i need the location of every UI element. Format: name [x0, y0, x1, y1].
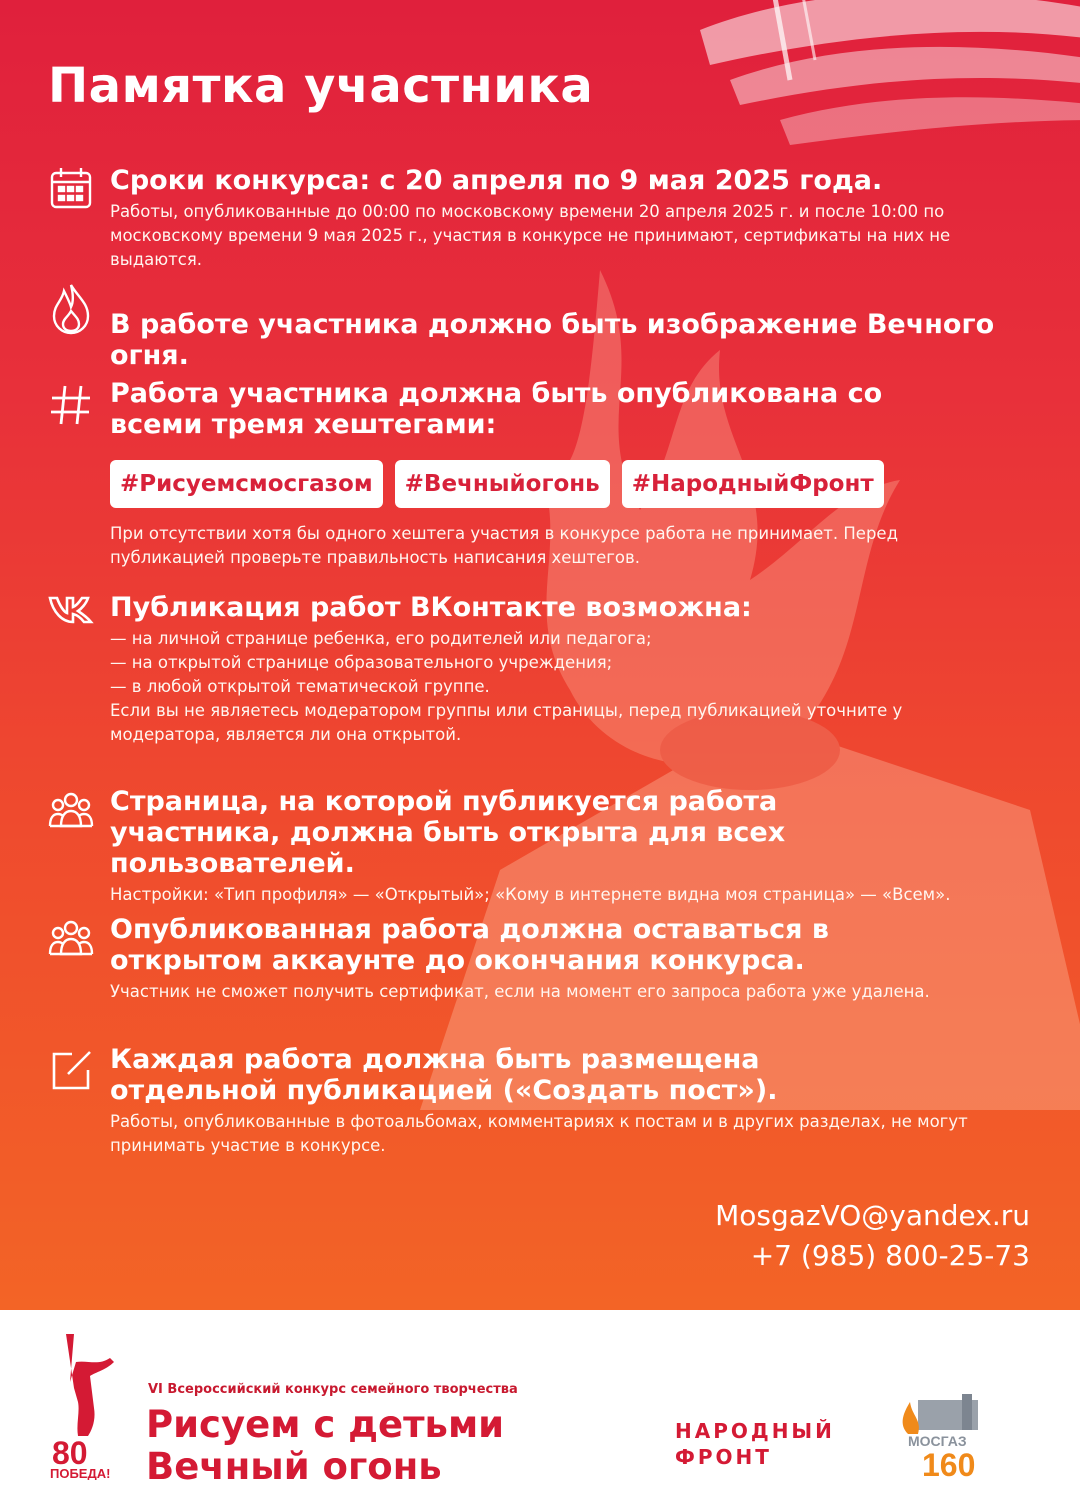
hashtag-badge: #НародныйФронт: [622, 460, 884, 508]
mosgaz-160-logo: [878, 1394, 1028, 1480]
section-open-page: [48, 786, 1048, 907]
users-icon: [48, 918, 94, 964]
logo-caption: ПОБЕДА!: [50, 1466, 111, 1480]
section-note: Участник не сможет получить сертификат, если на момент его запроса работа уже удалена.: [110, 982, 930, 1001]
section-note: Работы, опубликованные в фотоальбомах, комментариях к постам и в других разделах, не могут принимать участие в конкурсе.: [110, 1112, 968, 1155]
victory-80-logo: [48, 1332, 128, 1480]
contest-title: [146, 1404, 504, 1488]
section-heading: Работа участника должна быть опубликована со всеми тремя хештегами:: [110, 378, 883, 440]
section-heading: Каждая работа должна быть размещена отдельной публикацией («Создать пост»).: [110, 1044, 778, 1106]
section-vk-publication: [48, 592, 1048, 747]
edit-icon: [48, 1048, 94, 1094]
partner-line: НАРОДНЫЙ: [675, 1419, 835, 1443]
narodny-front-logo: [675, 1418, 835, 1470]
partner-line: ФРОНТ: [675, 1445, 772, 1469]
users-icon: [48, 790, 94, 836]
contact-email[interactable]: MosgazVO@yandex.ru: [715, 1199, 1030, 1232]
section-note: Настройки: «Тип профиля» — «Открытый»; «Кому в интернете видна моя страница» — «Всем».: [110, 885, 951, 904]
section-heading: Опубликованная работа должна оставаться в открытом аккаунте до окончания конкурса.: [110, 914, 829, 976]
calendar-icon: [48, 165, 94, 211]
section-keep-published: [48, 914, 1048, 1004]
hashtag-badge: #Вечныйогонь: [395, 460, 610, 508]
section-note: Работы, опубликованные до 00:00 по московскому времени 20 апреля 2025 г. и после 10:00 по московскому времени 9 мая 2025 г., участия в конкурсе не принимают, сертификаты на них не выдаются.: [110, 202, 951, 269]
section-heading: В работе участника должно быть изображение Вечного огня.: [110, 309, 995, 371]
footer: [0, 1310, 1080, 1498]
contacts: [715, 1196, 1030, 1276]
contact-phone[interactable]: +7 (985) 800-25-73: [750, 1239, 1030, 1272]
hashtag-badge: #Рисуемсмосгазом: [110, 460, 383, 508]
brush-stroke-decoration: [640, 0, 1080, 170]
page-title: Памятка участника: [48, 58, 594, 114]
section-heading: Страница, на которой публикуется работа участника, должна быть открыта для всех пользователей.: [110, 786, 786, 879]
mosgaz-name: МОСГАЗ: [908, 1433, 967, 1449]
section-hashtags: [48, 378, 1048, 570]
vk-icon: [48, 594, 94, 640]
mosgaz-number: 160: [922, 1447, 976, 1480]
section-heading: Сроки конкурса: с 20 апреля по 9 мая 2025 года.: [110, 165, 883, 196]
contest-subtitle: VI Всероссийский конкурс семейного творчества: [148, 1382, 518, 1397]
list-item: — на личной странице ребенка, его родителей или педагога;: [110, 629, 652, 648]
list-item: Если вы не являетесь модератором группы или страницы, перед публикацией уточните у модератора, является ли она открытой.: [110, 701, 903, 744]
section-heading: Публикация работ ВКонтакте возможна:: [110, 592, 752, 623]
flame-icon: [48, 283, 94, 329]
logo-number: 80: [52, 1435, 88, 1471]
contest-title-line: Вечный огонь: [146, 1445, 442, 1488]
list-item: — в любой открытой тематической группе.: [110, 677, 490, 696]
section-deadline: [48, 165, 1048, 272]
hashtag-list: [110, 460, 1048, 508]
hashtag-icon: [48, 382, 94, 428]
contest-title-line: Рисуем с детьми: [146, 1403, 505, 1446]
section-flame-requirement: [48, 285, 1048, 371]
section-note: При отсутствии хотя бы одного хештега участия в конкурсе работа не принимает. Перед публикацией проверьте правильность написания хештегов.: [110, 524, 898, 567]
list-item: — на открытой странице образовательного учреждения;: [110, 653, 613, 672]
section-separate-post: [48, 1044, 1048, 1158]
